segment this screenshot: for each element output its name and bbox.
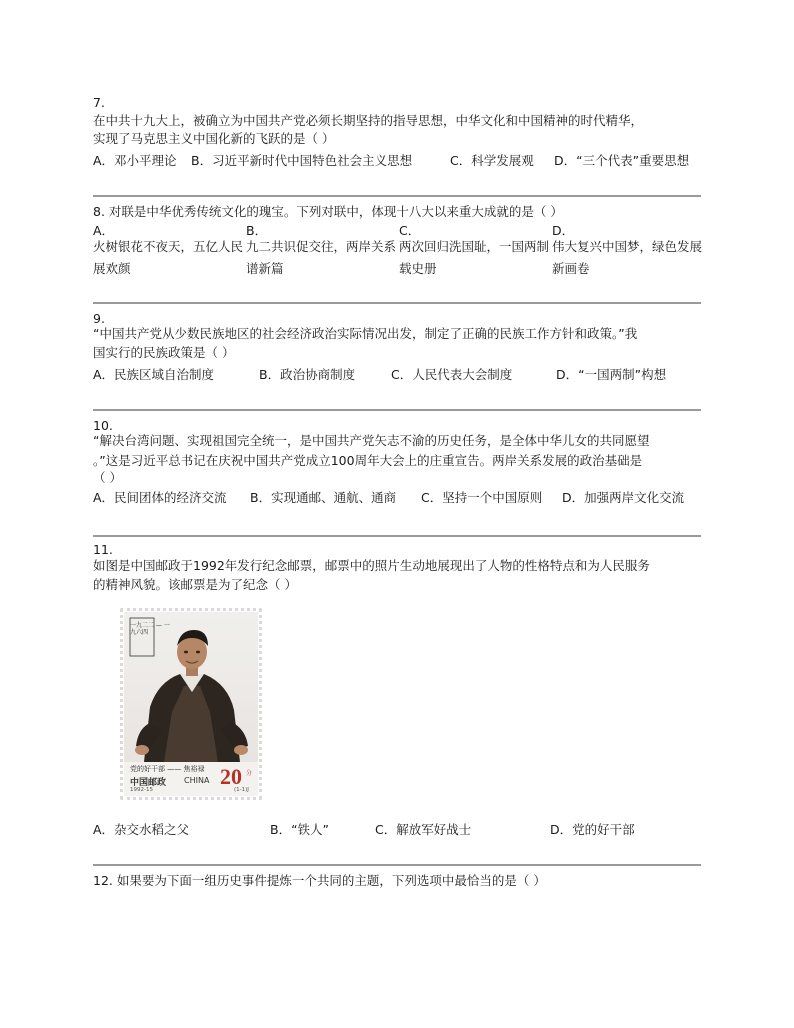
q7-option-b[interactable]: B．习近平新时代中国特色社会主义思想 — [191, 153, 413, 168]
q7-option-c[interactable]: C．科学发展观 — [450, 153, 534, 168]
stamp-post: 中国邮政 — [130, 778, 167, 788]
q10-stem-line3: （ ） — [93, 470, 122, 485]
q10-stem-line2: 。”这是习近平总书记在庆祝中国共产党成立100周年大会上的庄重宣告。两岸关系发展的政治基础是 — [93, 453, 643, 468]
q9-stem-line1: “中国共产党从少数民族地区的社会经济政治实际情况出发，制定了正确的民族工作方针和政策。”我 — [93, 326, 638, 341]
separator — [93, 302, 701, 304]
stamp-years: 一九二二 — 一九六四 — [130, 622, 170, 636]
q11-number: 11. — [93, 542, 113, 557]
stamp-unit: 分 — [246, 770, 253, 777]
q9-option-d[interactable]: D．“一国两制”构想 — [556, 367, 667, 382]
q11-option-a[interactable]: A．杂交水稻之父 — [93, 822, 190, 837]
q7-option-a[interactable]: A．邓小平理论 — [93, 153, 177, 168]
q10-option-b[interactable]: B．实现通邮、通航、通商 — [250, 490, 397, 505]
stamp-caption: 党的好干部 —— 焦裕禄 — [130, 765, 205, 773]
q10-option-c[interactable]: C．坚持一个中国原则 — [421, 490, 543, 505]
q8-option-b[interactable]: 九二共识促交往，两岸关系谱新篇 — [246, 239, 397, 276]
q7-option-d[interactable]: D．“三个代表”重要思想 — [554, 153, 690, 168]
stamp-image — [120, 608, 262, 800]
q11-stem-line2: 的精神风貌。该邮票是为了纪念（ ） — [93, 577, 297, 592]
stamp-perforation — [120, 608, 262, 800]
q11-option-b[interactable]: B．“铁人” — [270, 822, 330, 837]
stamp-serial: (1-1)J — [234, 787, 249, 793]
q10-number: 10. — [93, 418, 113, 433]
q7-number: 7. — [93, 95, 105, 110]
q8-label-c: C． — [399, 223, 421, 238]
q10-option-a[interactable]: A．民间团体的经济交流 — [93, 490, 227, 505]
separator — [93, 195, 701, 197]
q7-stem-line2: 实现了马克思主义中国化新的飞跃的是（ ） — [93, 131, 335, 146]
q9-number: 9. — [93, 311, 105, 326]
separator — [93, 864, 701, 866]
q9-option-b[interactable]: B．政治协商制度 — [259, 367, 356, 382]
q8-option-c[interactable]: 两次回归洗国耻，一国两制载史册 — [399, 239, 550, 276]
q8-label-d: D． — [552, 223, 575, 238]
separator — [93, 535, 701, 537]
separator — [93, 409, 701, 411]
q9-option-a[interactable]: A．民族区域自治制度 — [93, 367, 215, 382]
q9-stem-line2: 国实行的民族政策是（ ） — [93, 345, 235, 360]
q9-option-c[interactable]: C．人民代表大会制度 — [391, 367, 513, 382]
stamp-value: 20 — [220, 764, 242, 789]
q11-option-d[interactable]: D．党的好干部 — [550, 822, 635, 837]
q8-option-d[interactable]: 伟大复兴中国梦，绿色发展新画卷 — [552, 239, 703, 276]
q12-stem: 12. 如果要为下面一组历史事件提炼一个共同的主题，下列选项中最恰当的是（ ） — [93, 873, 546, 888]
stamp-code: 1992-15 — [130, 787, 153, 793]
q8-label-b: B． — [246, 223, 268, 238]
q10-stem-line1: “解决台湾问题、实现祖国完全统一，是中国共产党矢志不渝的历史任务，是全体中华儿女的共同愿望 — [93, 433, 650, 448]
q8-option-a[interactable]: 火树银花不夜天，五亿人民展欢颜 — [93, 239, 244, 276]
q7-stem-line1: 在中共十九大上，被确立为中国共产党必须长期坚持的指导思想，中华文化和中国精神的时代精华， — [93, 113, 644, 128]
q8-label-a: A． — [93, 223, 115, 238]
q10-option-d[interactable]: D．加强两岸文化交流 — [562, 490, 685, 505]
q11-option-c[interactable]: C．解放军好战士 — [375, 822, 472, 837]
stamp-country: CHINA — [184, 776, 210, 785]
q11-stem-line1: 如图是中国邮政于1992年发行纪念邮票，邮票中的照片生动地展现出了人物的性格特点和为人民服务 — [93, 558, 650, 573]
q8-stem: 8. 对联是中华优秀传统文化的瑰宝。下列对联中，体现十八大以来重大成就的是（ ） — [93, 204, 563, 219]
